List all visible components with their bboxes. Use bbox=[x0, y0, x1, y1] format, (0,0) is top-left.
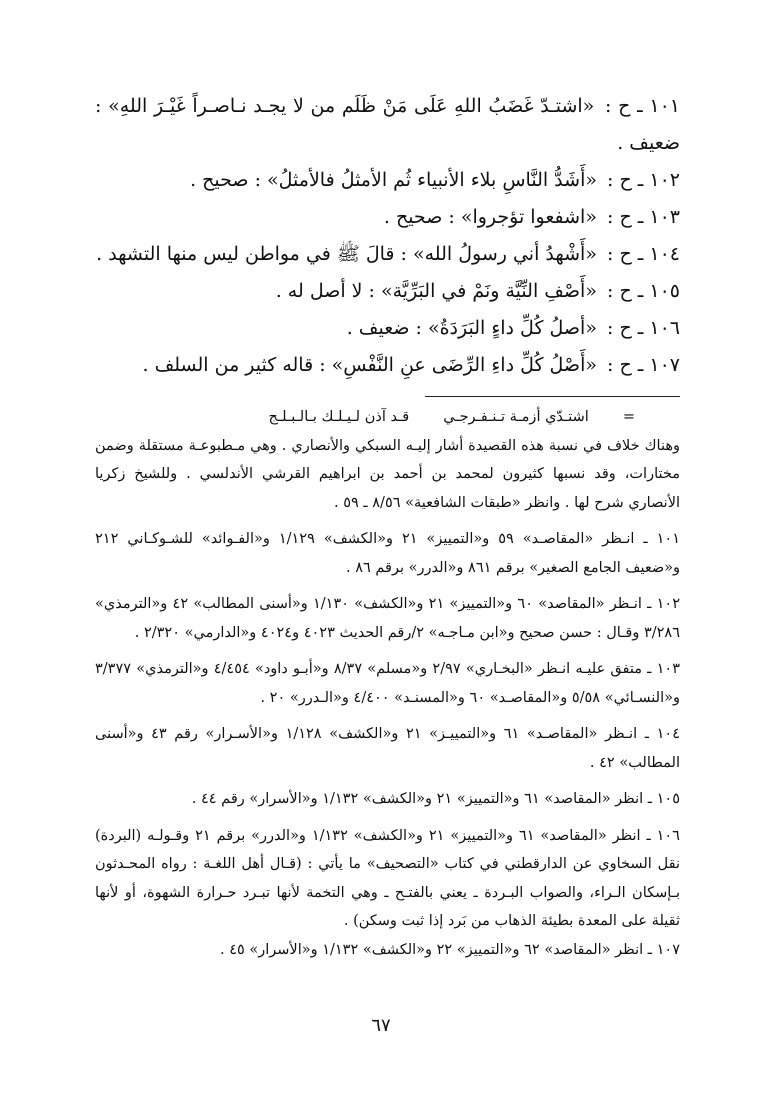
poem-hemistich-2: قـد آذن لـيـلـك بـالـبـلـج bbox=[268, 409, 410, 425]
entry-text: «أَصْلُ كُلِّ داءِ الرِّضَى عنِ النَّفْسِ» : قاله كثير من السلف . bbox=[142, 354, 597, 376]
entry-text: «أَشْهدُ أني رسولُ الله» : قالَ ﷺ في مواطن ليس منها التشهد . bbox=[96, 243, 597, 265]
hadith-entry-104 bbox=[95, 236, 680, 273]
footnote-103: ١٠٣ ـ متفق عليـه انـظر «البخـاري» ٢/٩٧ و«مسلم» ٨/٣٧ و«أبـو داود» ٤/٤٥٤ و«الترمذي» ٣/٣٧٧ و«النسـائي» ٥/٥٨ و«المقاصـد» ٦٠ و«المسنـد» ٤/٤٠٠ و«الـدرر» ٢٠ . bbox=[95, 661, 681, 706]
entry-number: ١٠٦ ـ ح : bbox=[607, 317, 680, 339]
footnote-107: ١٠٧ ـ انظر «المقاصد» ٦٢ و«التمييز» ٢٢ و«الكشف» ١/١٣٢ و«الأسرار» ٤٥ . bbox=[219, 941, 680, 958]
footnote-104: ١٠٤ ـ انـظر «المقاصـد» ٦١ و«التمييـز» ٢١ و«الكشف» ١/١٢٨ و«الأسـرار» رقم ٤٣ و«أسنى المطالب» ٤٢ . bbox=[95, 726, 681, 771]
hadith-entry-101 bbox=[95, 88, 680, 162]
hadith-entry-105 bbox=[95, 273, 680, 310]
entry-number: ١٠٧ ـ ح : bbox=[607, 354, 680, 376]
page-number: ٦٧ bbox=[371, 1015, 391, 1036]
page-body bbox=[95, 88, 680, 1068]
entry-number: ١٠٤ ـ ح : bbox=[607, 243, 680, 265]
footnote-101: ١٠١ ـ انـظر «المقاصـد» ٥٩ و«التمييز» ٢١ و«الكشف» ١/١٢٩ و«الفـوائد» للشـوكـاني ٢١٢ و«ضعيف الجامع الصغير» برقم ٨٦١ و«الدرر» برقم ٨٦ . bbox=[95, 531, 680, 576]
entry-text: «اشفعوا تؤجروا» : صحيح . bbox=[383, 206, 597, 228]
entry-text: «أصلُ كُلِّ داءٍ البَرَدَةُ» : ضعيف . bbox=[346, 317, 597, 339]
hadith-entry-103 bbox=[95, 199, 680, 236]
entry-text: «أَصْفِ النِّيَّة ونَمْ في البَرِّيَّة» : لا أصل له . bbox=[275, 280, 597, 302]
footnote-106: ١٠٦ ـ انظر «المقاصد» ٦١ و«التمييز» ٢١ و«الكشف» ١/١٣٢ و«الدرر» برقم ٢١ وقـولـه (البردة) نقل السخاوي عن الدارقطني في كتاب «التصحيف» ما يأتي : (قـال أهل اللغـة : رواه المحـدثون بـإسكان الـراء، والصواب البـردة ـ يعني بالفتـح ـ وهي التخمة لأنها تبـرد حـرارة الشهوة، أو لأنها ثقيلة على المعدة بطيئة الذهاب من بَرد إذا ثبت وسكن) . bbox=[95, 827, 680, 929]
entry-text: «أَشَدُّ النَّاسِ بلاء الأنبياء ثُم الأمثلُ فالأمثلُ» : صحيح . bbox=[190, 169, 597, 191]
hadith-entry-102 bbox=[95, 162, 680, 199]
entry-number: ١٠٣ ـ ح : bbox=[607, 206, 680, 228]
footnote-continuation: وهناك خلاف في نسبة هذه القصيدة أشار إليـه السبكي والأنصاري . وهي مـطبوعـة مستقلة وضمن مختارات، وقد نسبها كثيرون لمحمد بن أحمد بن ابراهيم القرشي الأندلسي . وللشيخ زكريا الأنصاري شرح لها . وانظر «طبقات الشافعية» ٨/٥٦ ـ ٥٩ . bbox=[95, 437, 680, 511]
entry-number: ١٠١ ـ ح : bbox=[605, 95, 681, 117]
footnote-102: ١٠٢ ـ انـظر «المقاصد» ٦٠ و«التمييز» ٢١ و«الكشف» ١/١٣٠ و«أسنى المطالب» ٤٢ و«الترمذي» ٣/٢٨٦ وقـال : حسن صحيح و«ابن مـاجـه» ٢/رقم الحديث ٤٠٢٣ و٤٠٢٤ و«الدارمي» ٢/٣٢٠ . bbox=[95, 596, 681, 641]
footnote-105: ١٠٥ ـ انظر «المقاصد» ٦١ و«التمييز» ٢١ و«الكشف» ١/١٣٢ و«الأسرار» رقم ٤٤ . bbox=[191, 791, 680, 807]
entry-text: «اشتـدّ غَضَبُ اللهِ عَلَى مَنْ ظَلَم من لا يجـد نـاصـراً غَيْـرَ اللهِ» : ضعيف . bbox=[95, 95, 680, 154]
entry-number: ١٠٥ ـ ح : bbox=[607, 280, 680, 302]
hadith-entry-107 bbox=[95, 347, 680, 384]
poem-verse bbox=[95, 403, 680, 432]
footnote-divider bbox=[425, 396, 680, 397]
continuation-marker: = bbox=[622, 409, 635, 425]
poem-hemistich-1: اشتـدّي أزمـة تـنـفـرجـي bbox=[443, 409, 589, 425]
hadith-entry-106 bbox=[95, 310, 680, 347]
entry-number: ١٠٢ ـ ح : bbox=[607, 169, 680, 191]
